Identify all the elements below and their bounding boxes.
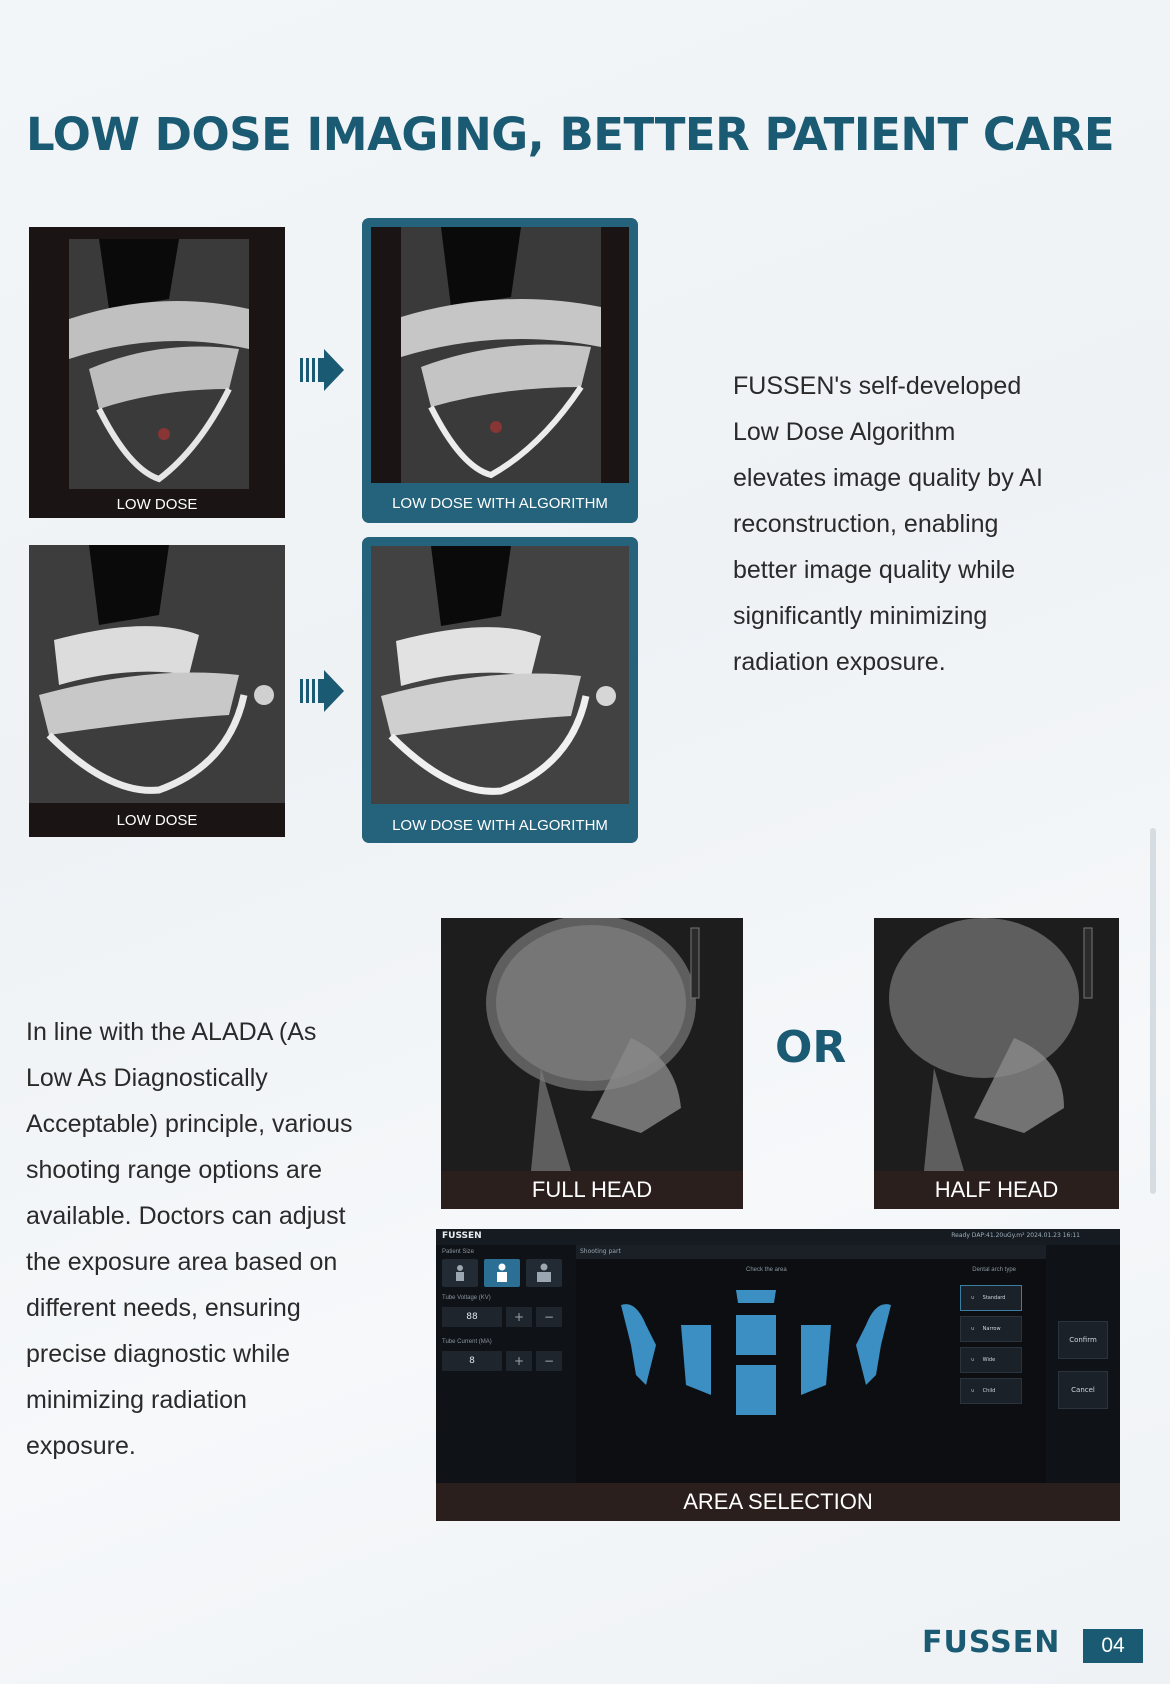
scrollbar[interactable] <box>1150 828 1156 1194</box>
arrow-right-icon <box>298 668 346 714</box>
ct-scan-image <box>371 227 629 483</box>
tube-current-minus-button[interactable]: − <box>536 1351 562 1371</box>
ct-caption: LOW DOSE <box>116 495 198 513</box>
text-line: In line with the ALADA (As <box>26 1018 317 1046</box>
text-line: radiation exposure. <box>733 648 946 676</box>
ct-caption: LOW DOSE WITH ALGORITHM <box>392 494 608 512</box>
skull-xray-graphic <box>874 918 1119 1171</box>
person-icon <box>453 1264 467 1282</box>
xray-caption: HALF HEAD <box>874 1171 1119 1209</box>
tube-voltage-label: Tube Voltage (KV) <box>442 1295 491 1301</box>
text-line: Low Dose Algorithm <box>733 418 956 446</box>
arch-icon: ∪ <box>971 1388 975 1394</box>
tube-current-field[interactable]: 8 <box>442 1351 502 1371</box>
region-left-ramus[interactable] <box>621 1304 656 1385</box>
arch-option-narrow[interactable] <box>960 1316 1022 1342</box>
page-number: 04 <box>1083 1629 1143 1663</box>
tube-voltage-field[interactable]: 88 <box>442 1307 502 1327</box>
arch-option-label: Child <box>982 1388 996 1394</box>
arch-option-child[interactable] <box>960 1378 1022 1404</box>
alada-description <box>26 1009 353 1469</box>
arch-icon: ∪ <box>971 1295 975 1301</box>
text-line: Acceptable) principle, various <box>26 1110 353 1138</box>
arch-option-standard[interactable] <box>960 1285 1022 1311</box>
check-area-label: Check the area <box>746 1267 787 1273</box>
region-left-molar[interactable] <box>681 1325 711 1395</box>
tube-voltage-plus-button[interactable]: + <box>506 1307 532 1327</box>
dental-region-map[interactable] <box>616 1285 896 1435</box>
ct-scan-graphic <box>69 239 249 489</box>
ct-algorithm-panel-1 <box>362 218 638 523</box>
software-titlebar <box>436 1229 1120 1245</box>
text-line: exposure. <box>26 1432 136 1460</box>
or-label: OR <box>775 1022 847 1073</box>
tube-current-plus-button[interactable]: + <box>506 1351 532 1371</box>
ct-low-dose-panel-2 <box>29 545 285 837</box>
shooting-part-header: Shooting part <box>576 1245 1046 1259</box>
skull-xray-graphic <box>441 918 743 1171</box>
shooting-part-area <box>576 1245 1046 1495</box>
software-brand: FUSSEN <box>442 1231 482 1241</box>
patient-size-label: Patient Size <box>442 1249 475 1255</box>
patient-size-medium-button[interactable] <box>484 1259 520 1287</box>
ct-scan-image <box>371 546 629 804</box>
confirm-button[interactable]: Confirm <box>1058 1321 1108 1359</box>
ct-algorithm-panel-2 <box>362 537 638 843</box>
ct-scan-graphic <box>29 545 285 803</box>
region-right-molar[interactable] <box>801 1325 831 1395</box>
ct-caption: LOW DOSE WITH ALGORITHM <box>392 816 608 834</box>
full-head-xray-panel <box>441 918 743 1209</box>
text-line: reconstruction, enabling <box>733 510 999 538</box>
ct-scan-graphic <box>371 546 629 804</box>
area-selection-software-panel <box>436 1229 1120 1521</box>
text-line: FUSSEN's self-developed <box>733 372 1022 400</box>
tube-voltage-minus-button[interactable]: − <box>536 1307 562 1327</box>
footer-brand-logo: FUSSEN <box>922 1625 1061 1660</box>
text-line: shooting range options are <box>26 1156 323 1184</box>
software-status: Ready DAP:41.20uGy.m² 2024.01.23 16:11 <box>951 1232 1080 1239</box>
person-icon <box>494 1263 510 1283</box>
text-line: precise diagnostic while <box>26 1340 291 1368</box>
region-right-ramus[interactable] <box>856 1304 891 1385</box>
half-head-xray-panel <box>874 918 1119 1209</box>
region-nasal[interactable] <box>736 1290 776 1303</box>
arrow-right-icon <box>298 347 346 393</box>
arch-option-wide[interactable] <box>960 1347 1022 1373</box>
arch-type-label: Dental arch type <box>972 1267 1016 1273</box>
cancel-button[interactable]: Cancel <box>1058 1371 1108 1409</box>
patient-size-small-button[interactable] <box>442 1259 478 1287</box>
arch-option-label: Standard <box>982 1295 1006 1301</box>
text-line: minimizing radiation <box>26 1386 247 1414</box>
region-lower-incisor[interactable] <box>736 1365 776 1415</box>
area-selection-caption: AREA SELECTION <box>436 1483 1120 1521</box>
person-icon <box>535 1263 553 1283</box>
ct-scan-image <box>69 239 249 489</box>
text-line: Low As Diagnostically <box>26 1064 268 1092</box>
text-line: better image quality while <box>733 556 1016 584</box>
ct-scan-image <box>29 545 285 803</box>
text-line: significantly minimizing <box>733 602 988 630</box>
algorithm-description <box>733 363 1043 685</box>
ct-low-dose-panel-1 <box>29 227 285 518</box>
arch-option-label: Wide <box>982 1357 996 1363</box>
patient-size-large-button[interactable] <box>526 1259 562 1287</box>
xray-caption: FULL HEAD <box>441 1171 743 1209</box>
text-line: available. Doctors can adjust <box>26 1202 346 1230</box>
ct-scan-graphic <box>371 227 629 483</box>
text-line: the exposure area based on <box>26 1248 338 1276</box>
ct-caption: LOW DOSE <box>116 811 198 829</box>
region-upper-incisor[interactable] <box>736 1315 776 1355</box>
arch-icon: ∪ <box>971 1326 975 1332</box>
page-title: LOW DOSE IMAGING, BETTER PATIENT CARE <box>26 108 1115 161</box>
text-line: different needs, ensuring <box>26 1294 301 1322</box>
arch-icon: ∪ <box>971 1357 975 1363</box>
arch-option-label: Narrow <box>982 1326 1001 1332</box>
text-line: elevates image quality by AI <box>733 464 1043 492</box>
tube-current-label: Tube Current (MA) <box>442 1339 492 1345</box>
